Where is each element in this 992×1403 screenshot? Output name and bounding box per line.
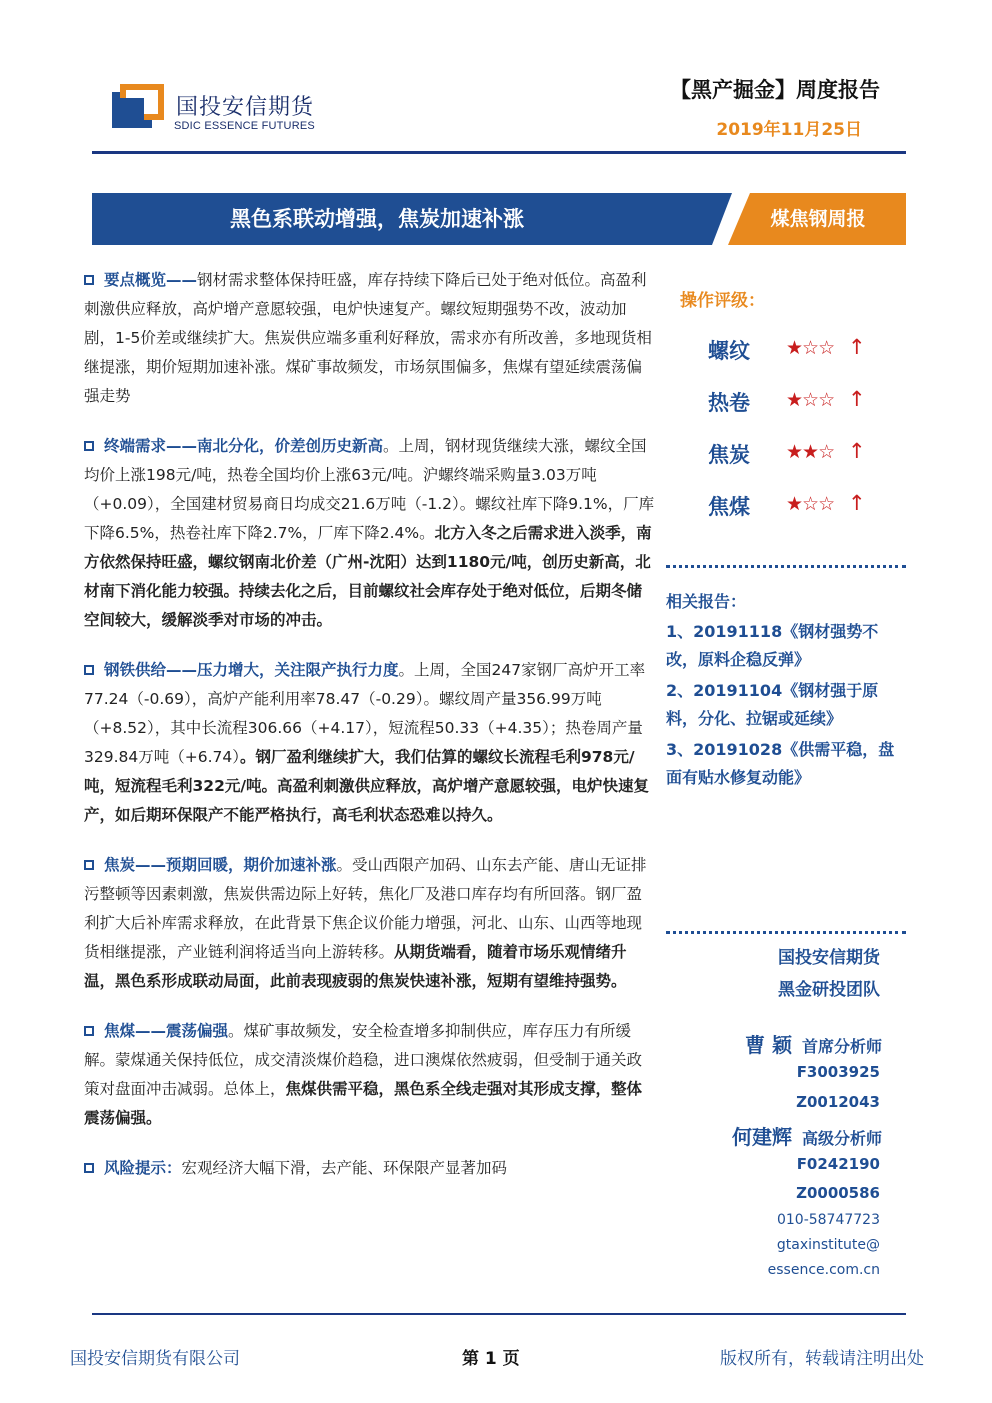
rating-stars: ★☆☆	[786, 493, 835, 515]
sidebar-divider	[666, 565, 906, 568]
analyst-2	[732, 1121, 882, 1150]
related-report-link[interactable]: 2、20191104《钢材强于原料，分化、拉锯或延续》	[666, 681, 879, 728]
analyst-name: 曹 颖	[745, 1033, 792, 1057]
square-bullet-icon	[84, 665, 94, 675]
section-text: 焦煤供需平稳，黑色系全线走强对其形成支撑，整体震荡偏强。	[84, 1080, 643, 1127]
analyst-credential: Z0000586	[796, 1184, 880, 1202]
related-report-link[interactable]: 1、20191118《钢材强势不改，原料企稳反弹》	[666, 622, 879, 669]
footer-divider	[92, 1313, 906, 1315]
contact-phone: 010-58747723	[776, 1212, 880, 1228]
contact-email[interactable]: gtaxinstitute@	[776, 1237, 880, 1253]
report-type: 【黑产掘金】周度报告	[670, 78, 880, 102]
section-heading: 焦炭——预期回暖，期价加速补涨	[104, 856, 337, 874]
rating-row-coking-coal	[708, 491, 908, 531]
contact-email-domain[interactable]: essence.com.cn	[767, 1262, 880, 1278]
square-bullet-icon	[84, 1026, 94, 1036]
related-report-link[interactable]: 3、20191028《供需平稳，盘面有贴水修复动能》	[666, 740, 895, 787]
logo-english-name: SDIC ESSENCE FUTURES	[174, 120, 315, 132]
section-heading: 终端需求——南北分化，价差创历史新高	[104, 437, 384, 455]
square-bullet-icon	[84, 441, 94, 451]
header-divider	[92, 151, 906, 154]
related-reports-title: 相关报告：	[666, 592, 747, 611]
analyst-credential: Z0012043	[796, 1093, 880, 1111]
summary-section	[84, 851, 656, 996]
section-text: 钢材需求整体保持旺盛，库存持续下降后已处于绝对低位。高盈利刺激供应释放，高炉增产意愿较强，电炉快速复产。螺纹短期强势不改，波动加剧，1-5价差或继续扩大。焦炭供应端多重利好释放，需求亦有所改善，多地现货相继提涨，期价短期加速补涨。煤矿事故频发，市场氛围偏多，焦煤有望延续震荡偏强走势	[84, 271, 652, 405]
section-heading: 风险提示：	[104, 1159, 182, 1177]
analyst-credential: F0242190	[796, 1155, 880, 1173]
rating-name: 焦煤	[708, 495, 750, 519]
page-number: 第 1 页	[462, 1349, 520, 1369]
analyst-name: 何建辉	[731, 1125, 792, 1149]
analyst-credential: F3003925	[796, 1063, 880, 1081]
square-bullet-icon	[84, 860, 94, 870]
up-arrow-icon: ↑	[848, 387, 866, 411]
rating-stars: ★☆☆	[786, 389, 835, 411]
square-bullet-icon	[84, 1163, 94, 1173]
section-heading: 钢铁供给——压力增大，关注限产执行力度	[104, 661, 399, 679]
section-text: 。煤矿事故频发，安全检查增多抑制供应，库存压力有所缓解。蒙煤通关保持低位，成交清淡煤价趋稳，进口澳煤依然疲弱，但受制于通关政策对盘面冲击减弱。总体上，	[84, 1022, 643, 1098]
section-text: 。上周，全国247家钢厂高炉开工率77.24（-0.69），高炉产能利用率78.47（-0.29）。螺纹周产量356.99万吨（+8.52），其中长流程306.66（+4.17），短流程50.33（+4.35）；热卷周产量329.84万吨（+6.74）	[84, 661, 646, 766]
team-company: 国投安信期货	[778, 948, 880, 968]
section-heading: 焦煤——震荡偏强	[104, 1022, 229, 1040]
footer-copyright: 版权所有，转载请注明出处	[720, 1349, 924, 1369]
rating-title: 操作评级：	[680, 291, 765, 311]
up-arrow-icon: ↑	[848, 335, 866, 359]
section-heading: 要点概览——	[104, 271, 198, 289]
rating-stars: ★☆☆	[786, 337, 835, 359]
rating-name: 热卷	[708, 391, 750, 415]
section-text: 。受山西限产加码、山东去产能、唐山无证排污整顿等因素刺激，焦炭供需边际上好转，焦化厂及港口库存均有所回落。钢厂盈利扩大后补库需求释放，在此背景下焦企议价能力增强，河北、山东、山西等地现货相继提涨，产业链利润将适当向上游转移。	[84, 856, 647, 961]
rating-row-coke	[708, 439, 908, 479]
up-arrow-icon: ↑	[848, 439, 866, 463]
report-date: 2019年11月25日	[716, 120, 862, 140]
rating-name: 焦炭	[708, 443, 750, 467]
summary-section	[84, 432, 656, 635]
analyst-title: 高级分析师	[801, 1129, 882, 1148]
analyst-title: 首席分析师	[801, 1037, 882, 1056]
analyst-1	[745, 1029, 882, 1058]
section-text: 北方入冬之后需求进入淡季，南方依然保持旺盛，螺纹钢南北价差（广州-沈阳）达到1180元/吨，创历史新高，北材南下消化能力较强。持续去化之后，目前螺纹社会库存处于绝对低位，后期冬储空间较大，缓解淡季对市场的冲击。	[84, 524, 652, 629]
rating-row-hot-coil	[708, 387, 908, 427]
footer-company: 国投安信期货有限公司	[70, 1349, 240, 1369]
section-text: 。钢厂盈利继续扩大，我们估算的螺纹长流程毛利978元/吨，短流程毛利322元/吨。高盈利刺激供应释放，高炉增产意愿较强，电炉快速复产，如后期环保限产不能严格执行，高毛利状态恐难以持久。	[84, 748, 650, 824]
report-tag-label: 煤焦钢周报	[770, 208, 866, 230]
rating-row-rebar	[708, 335, 908, 375]
rating-name: 螺纹	[708, 339, 750, 363]
report-title: 黑色系联动增强，焦炭加速补涨	[230, 207, 524, 231]
square-bullet-icon	[84, 275, 94, 285]
company-logo-mark	[112, 84, 164, 128]
summary-section	[84, 1154, 656, 1183]
logo-company-name: 国投安信期货	[176, 95, 315, 120]
section-text: 宏观经济大幅下滑，去产能、环保限产显著加码	[181, 1159, 508, 1177]
section-text: 。上周，钢材现货继续大涨，螺纹全国均价上涨198元/吨，热卷全国均价上涨63元/吨。沪螺终端采购量3.03万吨（+0.09），全国建材贸易商日均成交21.6万吨（-1.2）。螺纹社库下降9.1%，厂库下降6.5%，热卷社库下降2.7%，厂库下降2.4%。	[84, 437, 655, 542]
sidebar-divider	[666, 931, 906, 934]
summary-section	[84, 1017, 656, 1133]
team-name: 黑金研投团队	[778, 980, 880, 1000]
up-arrow-icon: ↑	[848, 491, 866, 515]
main-content	[84, 266, 656, 1204]
section-text: 从期货端看，随着市场乐观情绪升温，黑色系形成联动局面，此前表现疲弱的焦炭快速补涨，短期有望维持强势。	[84, 943, 627, 990]
summary-section	[84, 266, 656, 411]
rating-stars: ★★☆	[786, 441, 835, 463]
summary-section	[84, 656, 656, 830]
